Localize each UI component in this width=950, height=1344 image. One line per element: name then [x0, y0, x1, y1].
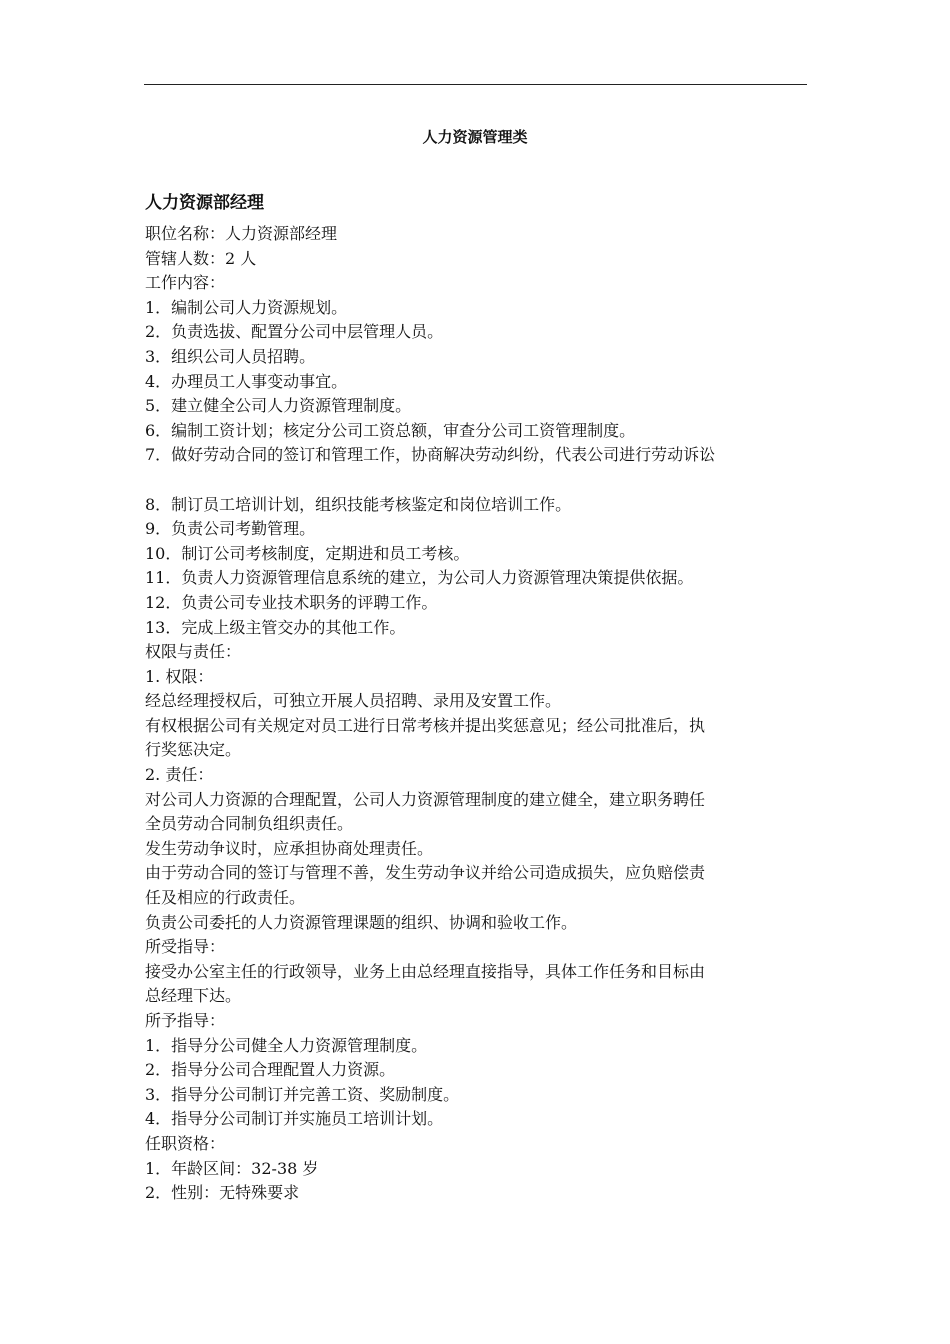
- text-line: 任职资格：: [145, 1133, 226, 1153]
- text-line: 2．指导分公司合理配置人力资源。: [145, 1060, 396, 1080]
- text-line: 所受指导：: [145, 937, 226, 957]
- text-line: 由于劳动合同的签订与管理不善，发生劳动争议并给公司造成损失，应负赔偿责: [145, 863, 706, 883]
- text-line: 1．编制公司人力资源规划。: [145, 297, 348, 317]
- text-line: 1．年龄区间：32-38 岁: [145, 1158, 319, 1178]
- text-line: 7．做好劳动合同的签订和管理工作，协商解决劳动纠纷，代表公司进行劳动诉讼: [145, 445, 716, 465]
- document-body: [145, 222, 810, 1206]
- text-line: 发生劳动争议时，应承担协商处理责任。: [145, 838, 434, 858]
- text-line: 负责公司委托的人力资源管理课题的组织、协调和验收工作。: [145, 912, 578, 932]
- text-line: 所予指导：: [145, 1011, 226, 1030]
- text-line: 2. 责任：: [145, 765, 214, 785]
- text-line: 5．建立健全公司人力资源管理制度。: [145, 396, 412, 416]
- text-line: 1. 权限：: [145, 666, 214, 686]
- section-heading: 人力资源部经理: [145, 193, 264, 213]
- responsibilities-block: [145, 493, 810, 1206]
- text-line: 工作内容：: [145, 273, 226, 293]
- text-line: 管辖人数：2 人: [145, 248, 257, 268]
- text-line: 接受办公室主任的行政领导，业务上由总经理直接指导，具体工作任务和目标由: [145, 961, 706, 981]
- text-line: 1．指导分公司健全人力资源管理制度。: [145, 1035, 428, 1055]
- text-line: 职位名称：人力资源部经理: [145, 224, 338, 243]
- text-line: 有权根据公司有关规定对员工进行日常考核并提出奖惩意见；经公司批准后，执: [145, 715, 706, 735]
- text-line: 6．编制工资计划；核定分公司工资总额，审查分公司工资管理制度。: [145, 420, 636, 440]
- text-line: 12．负责公司专业技术职务的评聘工作。: [145, 592, 438, 612]
- text-line: 4．办理员工人事变动事宜。: [145, 371, 348, 391]
- paragraph-gap: [145, 468, 810, 493]
- text-line: 4．指导分公司制订并实施员工培训计划。: [145, 1109, 444, 1129]
- text-line: 全员劳动合同制负组织责任。: [145, 814, 354, 834]
- text-line: 3．指导分公司制订并完善工资、奖励制度。: [145, 1084, 460, 1104]
- text-line: 行奖惩决定。: [145, 740, 242, 760]
- text-line: 权限与责任：: [145, 642, 242, 662]
- text-line: 对公司人力资源的合理配置，公司人力资源管理制度的建立健全，建立职务聘任: [145, 789, 706, 809]
- document-title: 人力资源管理类: [422, 128, 528, 146]
- text-line: 任及相应的行政责任。: [145, 888, 306, 908]
- text-line: 9．负责公司考勤管理。: [145, 519, 316, 539]
- text-line: 2．负责选拔、配置分公司中层管理人员。: [145, 322, 444, 342]
- text-line: 11．负责人力资源管理信息系统的建立，为公司人力资源管理决策提供依据。: [145, 568, 694, 588]
- text-line: 2．性别：无特殊要求: [145, 1183, 300, 1203]
- text-line: 总经理下达。: [145, 986, 242, 1006]
- text-line: 13．完成上级主管交办的其他工作。: [145, 617, 406, 637]
- text-line: 10．制订公司考核制度，定期进和员工考核。: [145, 543, 470, 563]
- header-rule: [144, 84, 807, 85]
- text-line: 8．制订员工培训计划，组织技能考核鉴定和岗位培训工作。: [145, 494, 572, 514]
- job-content-block: [145, 222, 810, 468]
- text-line: 3．组织公司人员招聘。: [145, 346, 316, 366]
- text-line: 经总经理授权后，可独立开展人员招聘、录用及安置工作。: [145, 691, 562, 711]
